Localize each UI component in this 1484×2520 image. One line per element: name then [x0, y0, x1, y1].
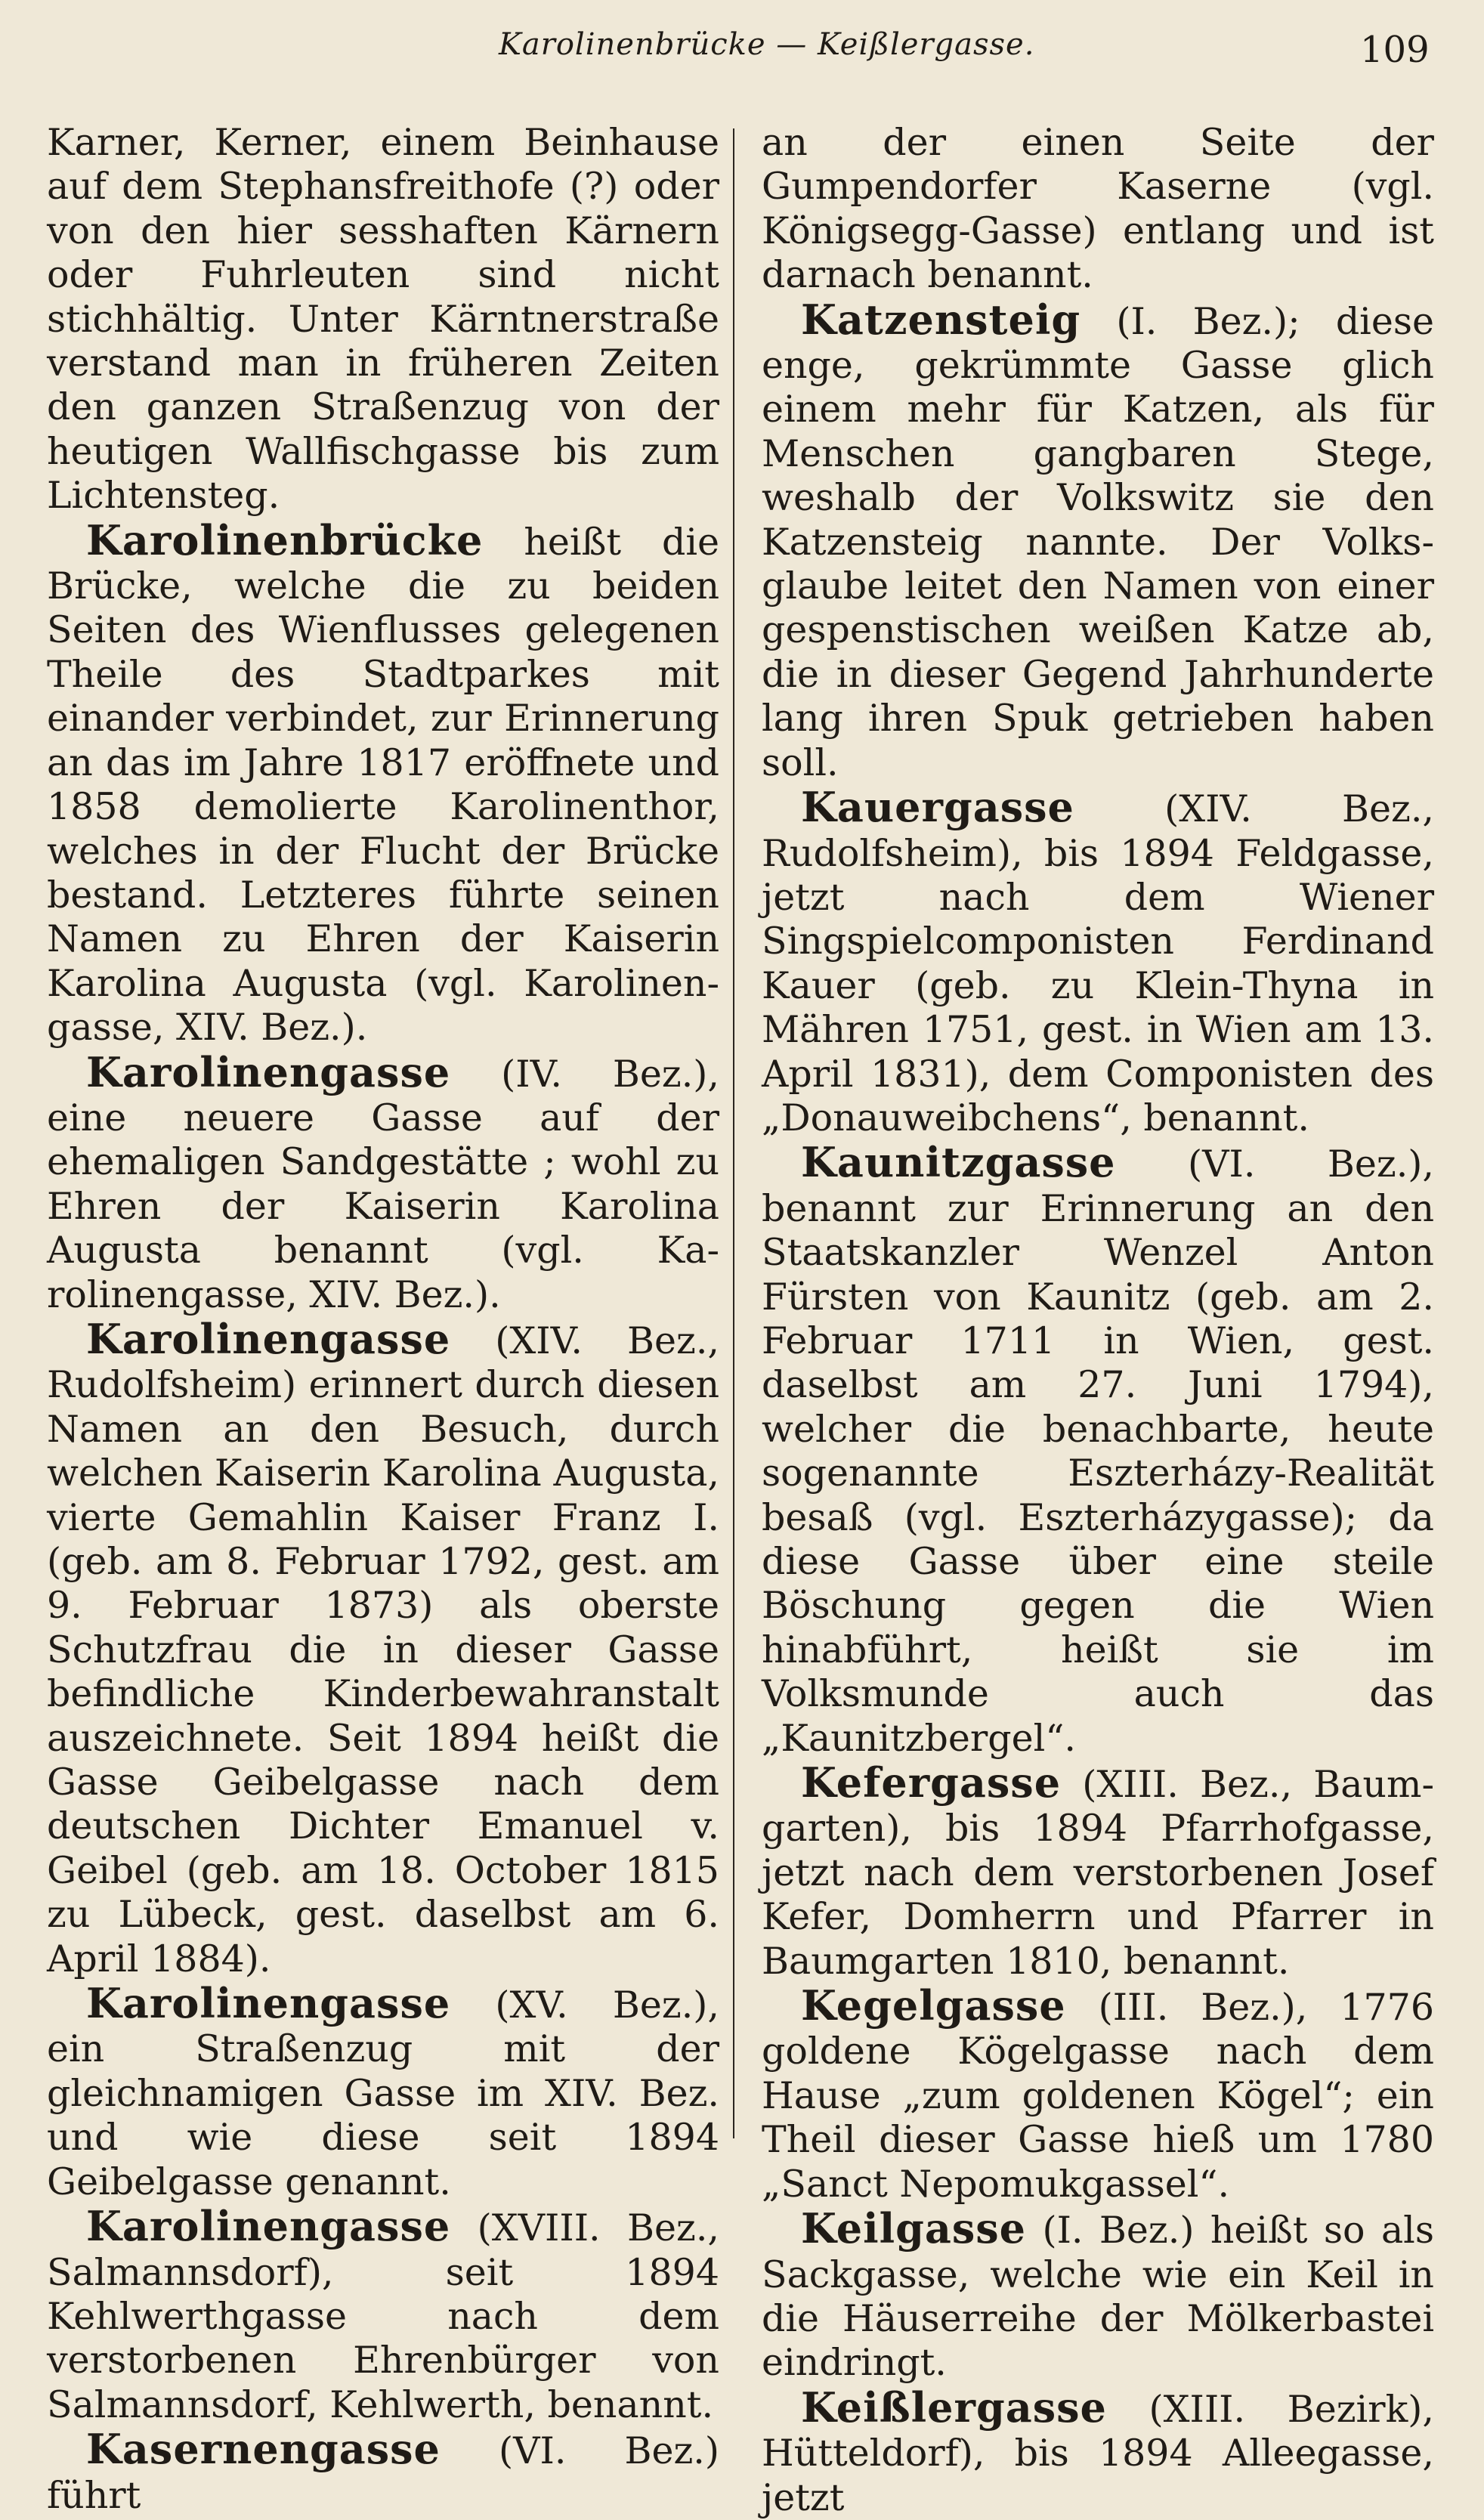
headword: Karolinengasse	[86, 1314, 451, 1363]
entry	[47, 121, 719, 518]
headword: Keilgasse	[801, 2204, 1027, 2253]
headword: Keißlergasse	[801, 2382, 1107, 2432]
headword: Karolinenbrücke	[86, 515, 484, 564]
entry-text: (XIII. Bezirk), Hütteldorf), bis 1894 Alleegasse, jetzt	[762, 2387, 1434, 2519]
entry-text: (I. Bez.); diese enge, gekrümmte Gasse glich einem mehr für Katzen, als für Menschen gangbaren Stege, weshalb der Volkswitz sie den Katzensteig nannte. Der Volksglaube leitet den Namen von einer gespenstischen weißen Katze ab, die in dieser Gegend Jahrhunderte lang ihren Spuk getrieben haben soll.	[762, 299, 1434, 784]
entry-text: (VI. Bez.) führt	[47, 2429, 719, 2517]
headword: Kauergasse	[801, 783, 1074, 832]
entry	[47, 515, 719, 1050]
entry-text: (VI. Bez.), benannt zur Erinnerung an den Staatskanzler Wenzel Anton Fürsten von Kaunitz (geb. am 2. Februar 1711 in Wien, gest. daselbst am 27. Juni 1794), welcher die benachbarte, heute sogenannte Eszterházy-Realität besaß (vgl. Eszterházygasse); da diese Gasse über eine steile Böschung gegen die Wien hinabführt, heißt sie im Volksmunde auch das „Kaunitzbergel“.	[762, 1143, 1434, 1760]
entry-text: an der einen Seite der Gumpendorfer Kaserne (vgl. Königsegg-Gasse) entlang und ist darnach benannt.	[762, 121, 1434, 297]
entry-text: (XV. Bez.), ein Straßenzug mit der gleichnamigen Gasse im XIV. Bez. und wie diese seit 1894 Geibelgasse genannt.	[47, 1984, 719, 2203]
entry-text: Karner, Kerner, einem Beinhause auf dem Stephansfreithofe (?) oder von den hier sesshaften Kärnern oder Fuhrleuten sind nicht stichhältig. Unter Kärntnerstraße verstand man in früheren Zeiten den ganzen Straßenzug von der heutigen Wallfischgasse bis zum Lichtensteg.	[47, 121, 719, 518]
entry-text: (XVIII. Bez., Salmannsdorf), seit 1894 Kehlwerthgasse nach dem verstorbenen Ehrenbürger von Salmannsdorf, Kehlwerth, benannt.	[47, 2206, 719, 2426]
entry	[762, 121, 1434, 298]
headword: Karolinengasse	[86, 1979, 451, 2028]
entry	[762, 1758, 1434, 1984]
headword: Kefergasse	[801, 1758, 1062, 1807]
entry	[47, 1047, 719, 1317]
entry-text: (IV. Bez.), eine neuere Gasse auf der ehemaligen Sandgestätte ; wohl zu Ehren der Kaiserin Karolina Augusta benannt (vgl. Karolinengasse, XIV. Bez.).	[47, 1052, 719, 1316]
headword: Kaunitzgasse	[801, 1138, 1116, 1187]
entry-text: (XIV. Bez., Rudolfsheim) erinnert durch diesen Namen an den Besuch, durch welchen Kaiserin Karolina Augusta, vierte Gemahlin Kaiser Franz I. (geb. am 8. Februar 1792, gest. am 9. Februar 1873) als oberste Schutzfrau die in dieser Gasse befindliche Kinderbewahranstalt auszeichnete. Seit 1894 heißt die Gasse Geibelgasse nach dem deutschen Dichter Emanuel v. Geibel (geb. am 18. October 1815 zu Lübeck, gest. daselbst am 6. April 1884).	[47, 1319, 719, 1980]
entry	[47, 1314, 719, 1981]
entry	[47, 2427, 719, 2518]
headword: Katzensteig	[801, 295, 1081, 344]
headword: Karolinengasse	[86, 1047, 451, 1096]
running-head: Karolinenbrücke — Keißlergasse.	[499, 27, 1035, 62]
entry-text: (XIII. Bez., Baumgarten), bis 1894 Pfarrhofgasse, jetzt nach dem verstorbenen Josef Kefer, Domherrn und Pfarrer in Baumgarten 1810, benannt.	[762, 1763, 1434, 1983]
headword: Karolinengasse	[86, 2202, 451, 2251]
left-column	[47, 121, 719, 2518]
entry-text: (XIV. Bez., Rudolfsheim), bis 1894 Feldgasse, jetzt nach dem Wiener Singspielcomponisten Ferdinand Kauer (geb. zu Klein-Thyna in Mähren 1751, gest. in Wien am 13. April 1831), dem Componisten des „Donauweibchens“, benannt.	[762, 787, 1434, 1139]
entry-text: (I. Bez.) heißt so als Sackgasse, welche wie ein Keil in die Häuserreihe der Mölkerbastei eindringt.	[762, 2209, 1434, 2385]
entry	[762, 2382, 1434, 2520]
entry	[47, 2204, 719, 2427]
headword: Kasernengasse	[86, 2425, 441, 2474]
entry	[762, 1140, 1434, 1761]
entry-text: heißt die Brücke, welche die zu beiden Seiten des Wienflusses gelegenen Theile des Stadtparkes mit einander verbindet, zur Erinnerung an das im Jahre 1817 eröffnete und 1858 demolierte Karolinenthor, welches in der Flucht der Brücke bestand. Letzteres führte seinen Namen zu Ehren der Kaiserin Karolina Augusta (vgl. Karolinengasse, XIV. Bez.).	[47, 520, 719, 1050]
page-number: 109	[1360, 29, 1430, 71]
headword: Kegelgasse	[801, 1981, 1066, 2030]
entry	[762, 2206, 1434, 2385]
entry-text: (III. Bez.), 1776 goldene Kögelgasse nach dem Hause „zum goldenen Kögel“; ein Theil dieser Gasse hieß um 1780 „Sanct Nepomukgassel“.	[762, 1986, 1434, 2206]
right-column	[762, 121, 1434, 2520]
entry	[762, 785, 1434, 1140]
entry	[762, 295, 1434, 785]
entry	[762, 1981, 1434, 2206]
entry	[47, 1981, 719, 2204]
column-divider	[733, 128, 734, 2138]
